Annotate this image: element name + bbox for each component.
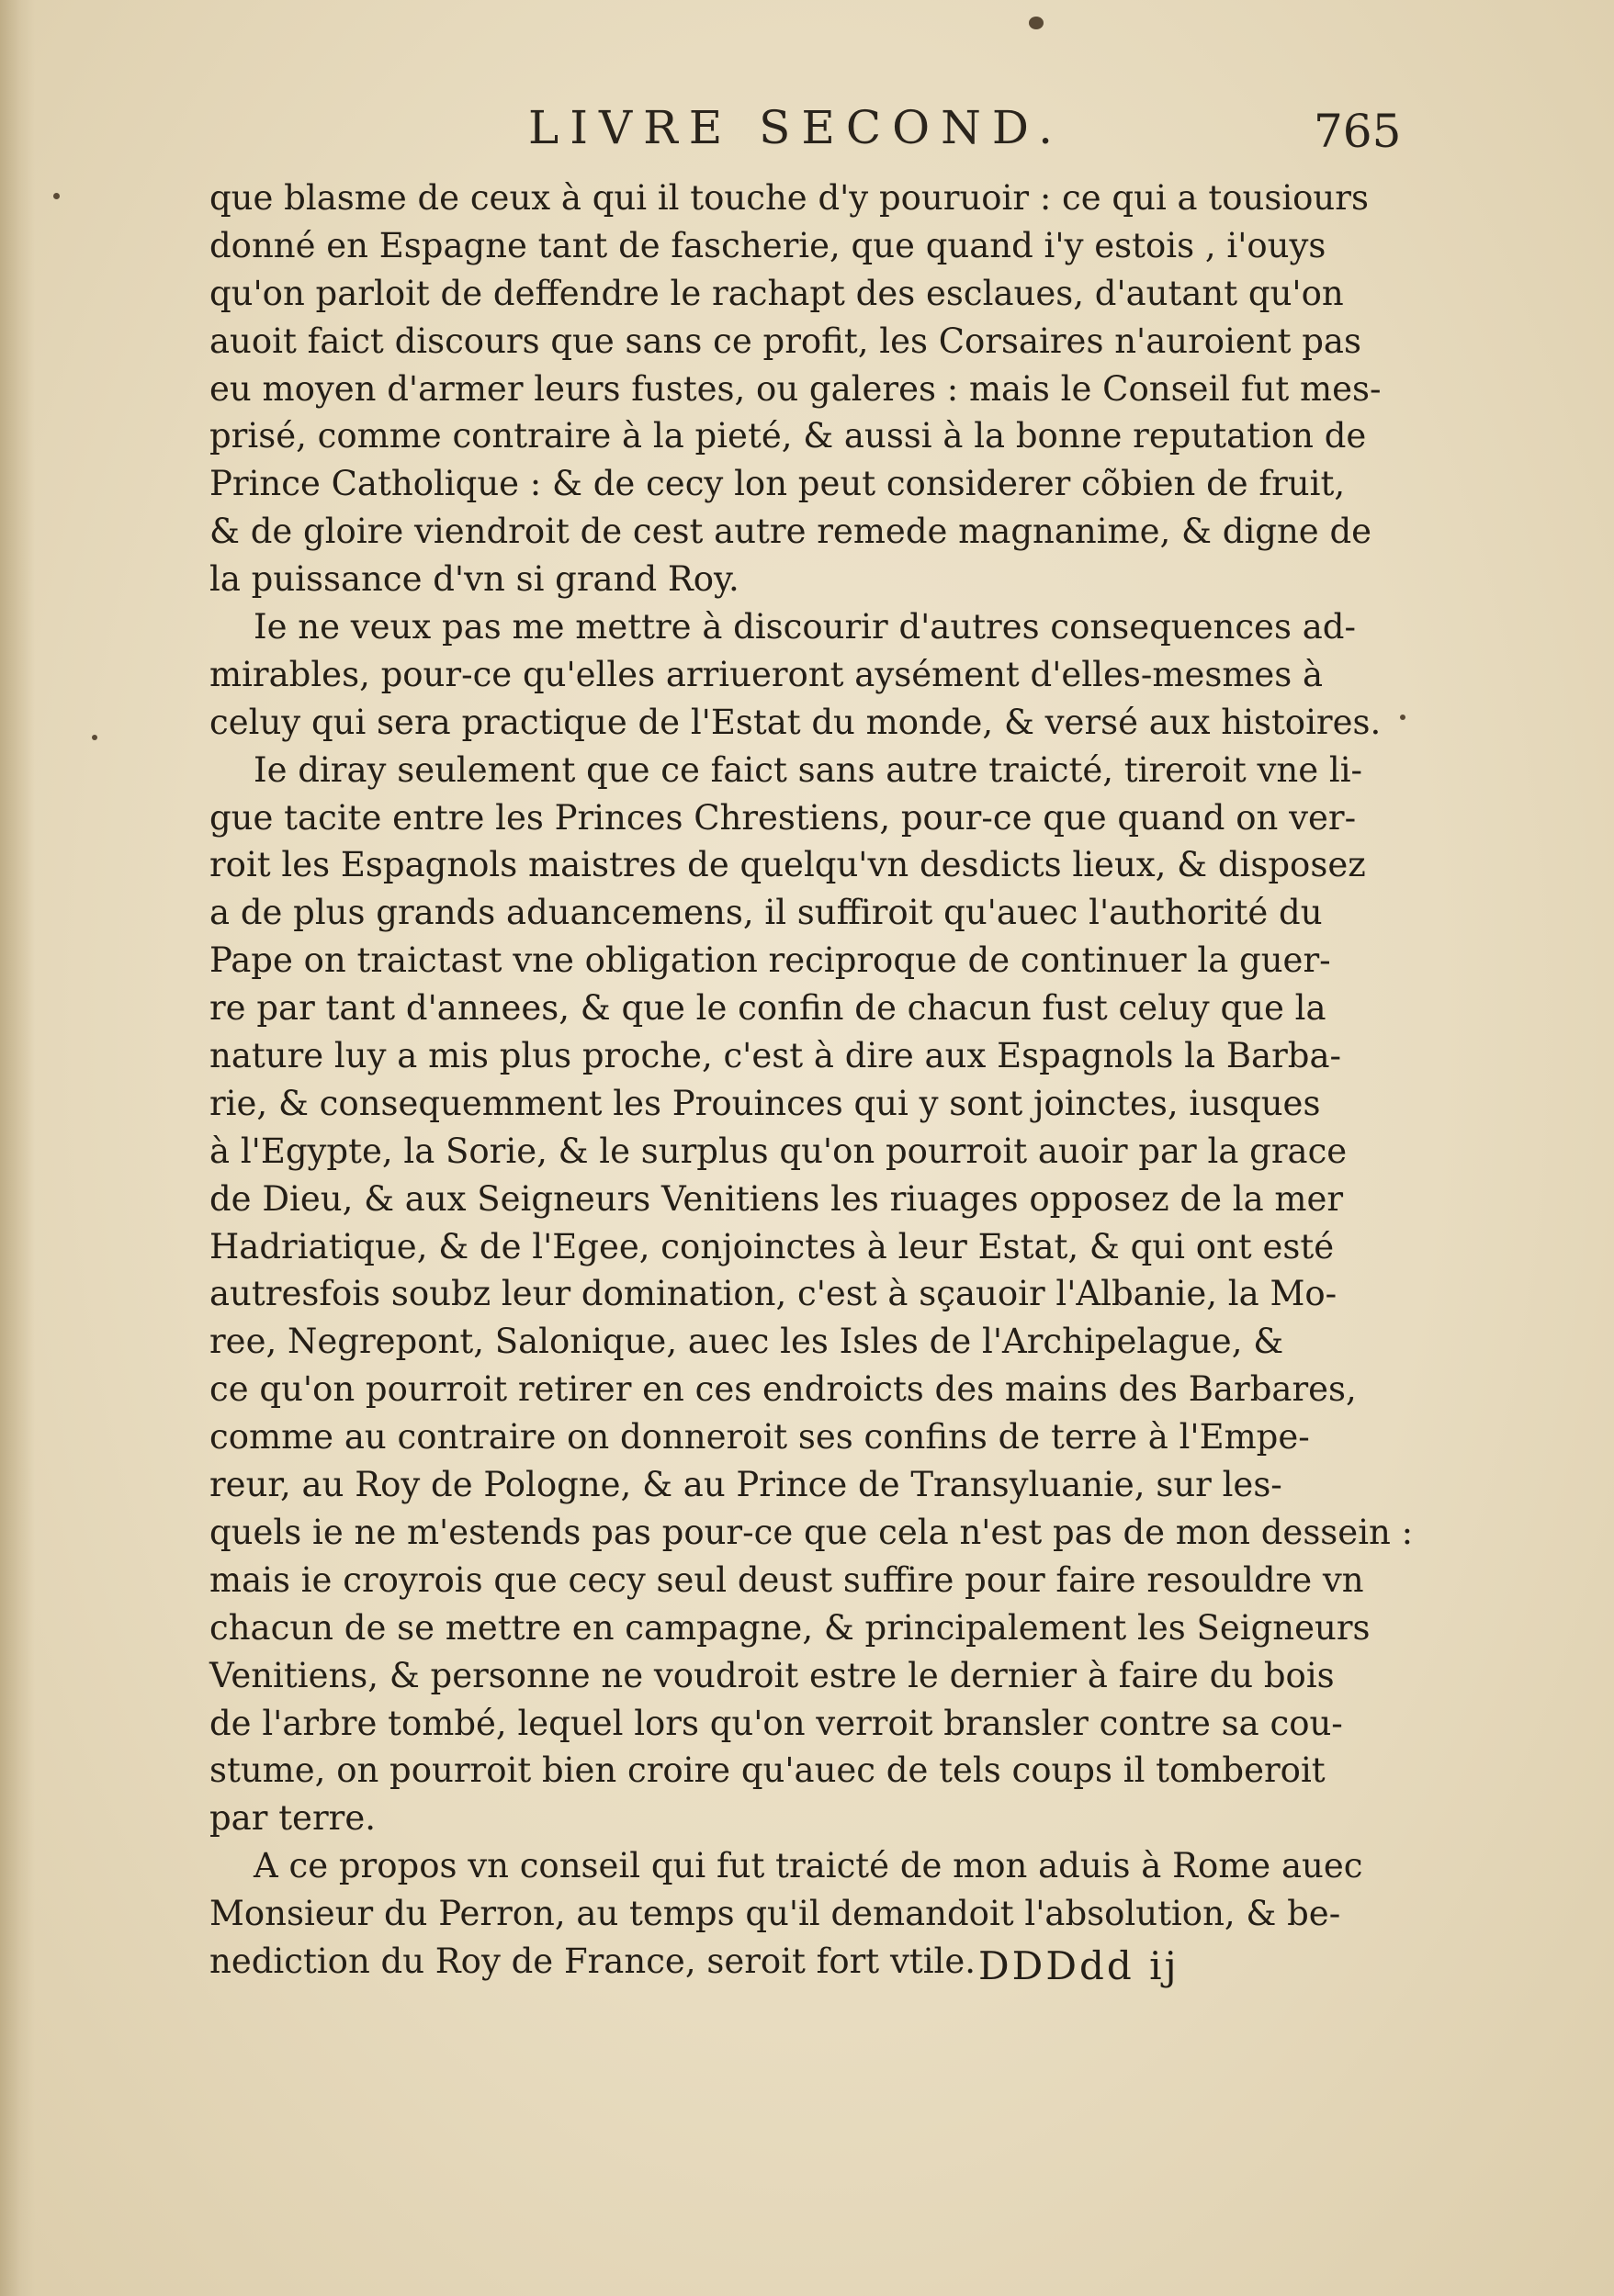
running-header bbox=[0, 101, 1614, 174]
text-line: la puissance d'vn si grand Roy. bbox=[209, 559, 739, 600]
text-line: & de gloire viendroit de cest autre remede magnanime, & digne de bbox=[209, 512, 1372, 552]
text-line: eu moyen d'armer leurs fustes, ou galeres : mais le Conseil fut mes- bbox=[209, 368, 1382, 409]
text-line: autresfois soubz leur domination, c'est à sçauoir l'Albanie, la Mo- bbox=[209, 1274, 1337, 1314]
body-text bbox=[209, 174, 1414, 1986]
text-line: nediction du Roy de France, seroit fort vtile. bbox=[209, 1941, 976, 1981]
ink-speck bbox=[53, 193, 60, 199]
text-line: par terre. bbox=[209, 1798, 376, 1839]
text-line: nature luy a mis plus proche, c'est à dire aux Espagnols la Barba- bbox=[209, 1036, 1342, 1076]
ink-speck bbox=[1029, 17, 1044, 29]
text-line: ree, Negrepont, Salonique, auec les Isles de l'Archipelague, & bbox=[209, 1322, 1284, 1362]
text-line: comme au contraire on donneroit ses confins de terre à l'Empe- bbox=[209, 1417, 1310, 1458]
text-line: Venitiens, & personne ne voudroit estre le dernier à faire du bois bbox=[209, 1655, 1335, 1695]
text-line: de Dieu, & aux Seigneurs Venitiens les riuages opposez de la mer bbox=[209, 1178, 1344, 1219]
text-line: reur, au Roy de Pologne, & au Prince de Transyluanie, sur les- bbox=[209, 1465, 1282, 1505]
text-line: mirables, pour-ce qu'elles arriueront aysément d'elles-mesmes à bbox=[209, 654, 1324, 694]
paragraph-start: Ie diray seulement que ce faict sans autre traicté, tireroit vne li- bbox=[254, 749, 1363, 790]
running-title: LIVRE SECOND. bbox=[528, 101, 1065, 154]
text-line: roit les Espagnols maistres de quelqu'vn desdicts lieux, & disposez bbox=[209, 845, 1366, 885]
text-line: gue tacite entre les Princes Chrestiens, pour-ce que quand on ver- bbox=[209, 797, 1357, 838]
text-line: quels ie ne m'estends pas pour-ce que cela n'est pas de mon dessein : bbox=[209, 1512, 1414, 1552]
text-line: que blasme de ceux à qui il touche d'y pouruoir : ce qui a tousiours bbox=[209, 178, 1369, 218]
paragraph-start: Ie ne veux pas me mettre à discourir d'autres consequences ad- bbox=[254, 607, 1356, 647]
text-line: Pape on traictast vne obligation reciproque de continuer la guer- bbox=[209, 940, 1331, 981]
binding-edge bbox=[0, 0, 35, 2296]
ink-speck bbox=[1400, 715, 1405, 720]
text-line: Hadriatique, & de l'Egee, conjoinctes à leur Estat, & qui ont esté bbox=[209, 1226, 1335, 1266]
text-line: qu'on parloit de deffendre le rachapt des esclaues, d'autant qu'on bbox=[209, 273, 1344, 313]
signature-mark: DDDdd ij bbox=[978, 1943, 1179, 1988]
page-number: 765 bbox=[1314, 105, 1402, 158]
text-line: auoit faict discours que sans ce profit, les Corsaires n'auroient pas bbox=[209, 321, 1361, 361]
text-line: de l'arbre tombé, lequel lors qu'on verroit bransler contre sa cou- bbox=[209, 1703, 1343, 1743]
text-line: mais ie croyrois que cecy seul deust suffire pour faire resouldre vn bbox=[209, 1559, 1364, 1600]
text-line: Monsieur du Perron, au temps qu'il demandoit l'absolution, & be- bbox=[209, 1894, 1341, 1934]
text-line: donné en Espagne tant de fascherie, que quand i'y estois , i'ouys bbox=[209, 225, 1326, 265]
text-line: Prince Catholique : & de cecy lon peut considerer cõbien de fruit, bbox=[209, 464, 1346, 504]
text-line: stume, on pourroit bien croire qu'auec de tels coups il tomberoit bbox=[209, 1750, 1326, 1791]
text-line: à l'Egypte, la Sorie, & le surplus qu'on pourroit auoir par la grace bbox=[209, 1131, 1348, 1171]
ink-speck bbox=[92, 735, 97, 740]
paragraph-start: A ce propos vn conseil qui fut traicté de mon aduis à Rome auec bbox=[254, 1846, 1363, 1886]
text-line: re par tant d'annees, & que le confin de chacun fust celuy que la bbox=[209, 988, 1326, 1029]
text-line: a de plus grands aduancemens, il suffiroit qu'auec l'authorité du bbox=[209, 893, 1323, 933]
text-line: chacun de se mettre en campagne, & principalement les Seigneurs bbox=[209, 1607, 1371, 1648]
text-line: prisé, comme contraire à la pieté, & aussi à la bonne reputation de bbox=[209, 416, 1367, 456]
text-line: celuy qui sera practique de l'Estat du monde, & versé aux histoires. bbox=[209, 702, 1382, 742]
text-line: ce qu'on pourroit retirer en ces endroicts des mains des Barbares, bbox=[209, 1369, 1357, 1410]
text-line: rie, & consequemment les Prouinces qui y sont joinctes, iusques bbox=[209, 1083, 1321, 1123]
